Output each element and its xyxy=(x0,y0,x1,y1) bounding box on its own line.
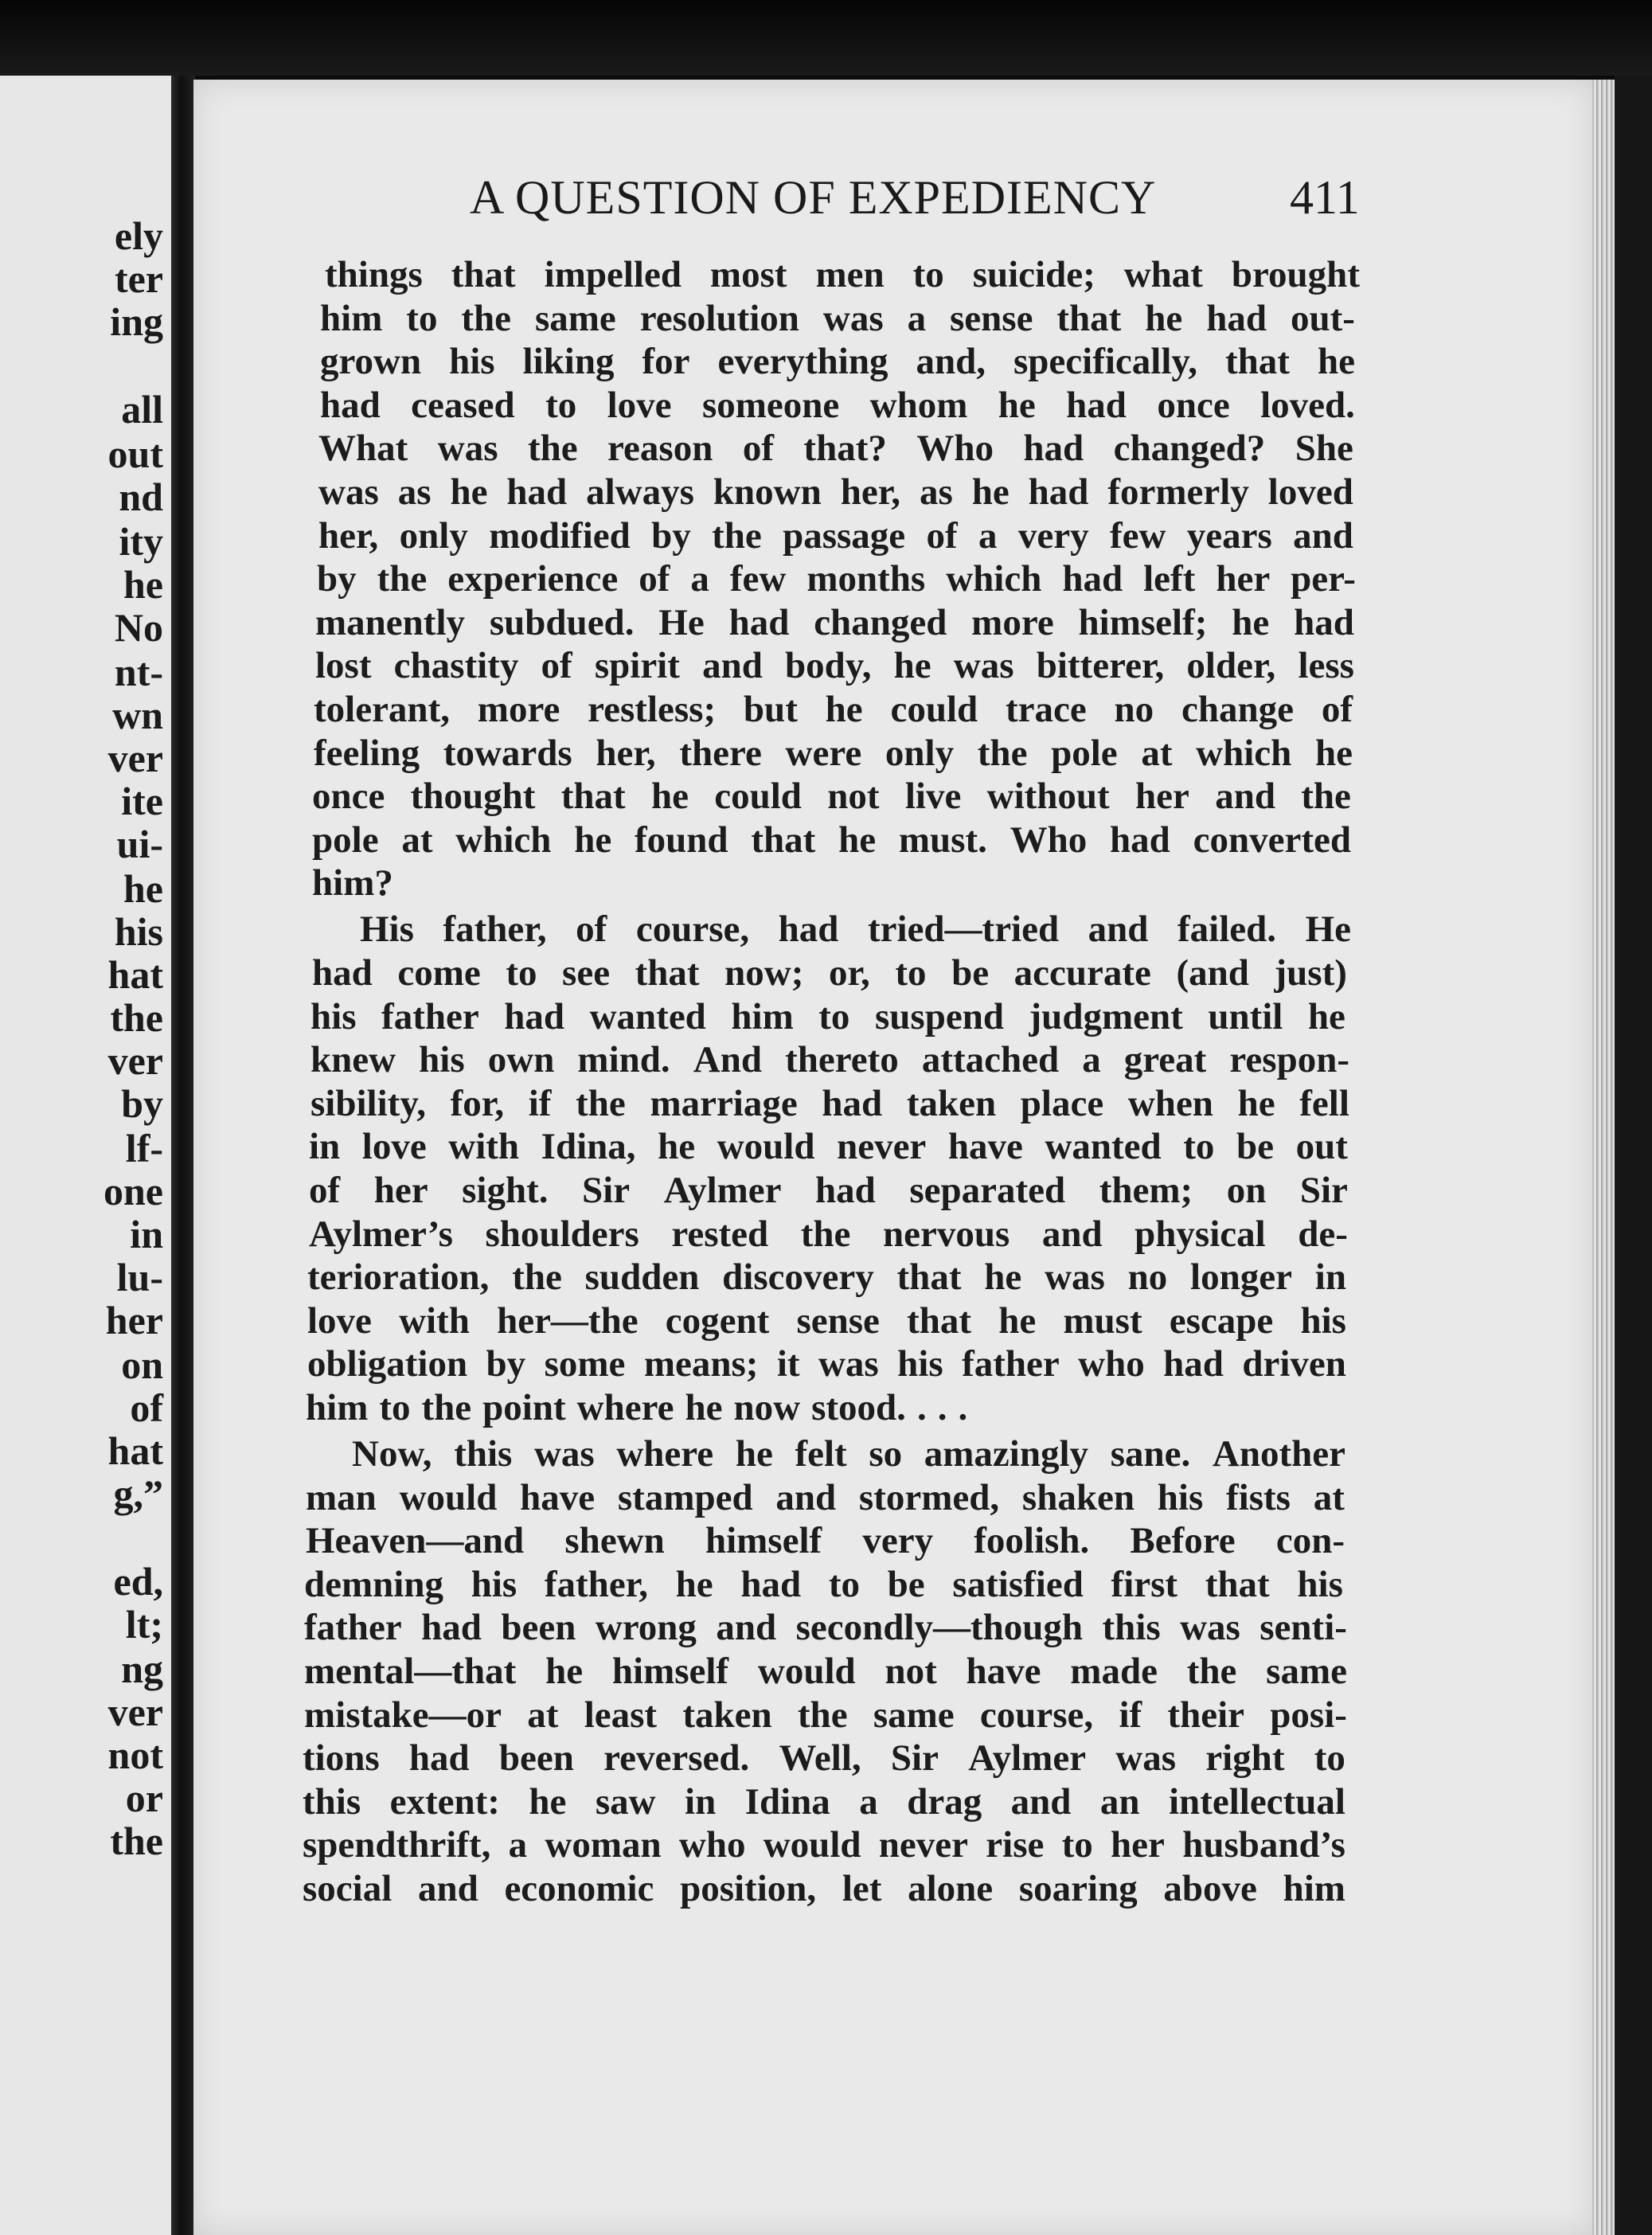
text-line: terioration, the sudden discovery that he was no longer in xyxy=(307,1256,1346,1299)
text-line: tolerant, more restless; but he could trace no change of xyxy=(314,689,1353,730)
book-page xyxy=(193,80,1595,2235)
text-line: social and economic position, let alone soaring above him xyxy=(303,1868,1345,1909)
left-facing-page xyxy=(0,76,171,2235)
top-binding-strip xyxy=(0,0,1652,76)
text-line: sibility, for, if the marriage had taken place when he fell xyxy=(310,1082,1349,1124)
text-line: manently subdued. He had changed more himself; he had xyxy=(315,601,1354,643)
left-page-fragment: ing xyxy=(110,299,163,344)
left-page-fragment: the xyxy=(110,1819,163,1863)
left-page-fragment: by xyxy=(121,1081,163,1126)
left-page-fragment: ed, xyxy=(113,1559,163,1604)
text-line: in love with Idina, he would never have wanted to be out xyxy=(309,1126,1348,1168)
text-line: His father, of course, had tried—tried and failed. He xyxy=(360,908,1351,951)
text-line: tions had been reversed. Well, Sir Aylmer was right to xyxy=(303,1737,1345,1780)
text-line: his father had wanted him to suspend judgment until he xyxy=(310,995,1345,1037)
page-number: 411 xyxy=(1290,171,1360,224)
left-page-fragment: lu- xyxy=(116,1255,163,1299)
text-line: knew his own mind. And thereto attached a great respon- xyxy=(310,1039,1349,1081)
text-line: What was the reason of that? Who had changed? She xyxy=(318,428,1353,470)
text-line: pole at which he found that he must. Who had converted xyxy=(312,819,1351,861)
left-page-fragment: lt; xyxy=(125,1602,163,1647)
left-page-fragment: g,” xyxy=(113,1471,163,1516)
left-page-fragment: not xyxy=(107,1733,163,1777)
right-binding-edge xyxy=(1615,76,1652,2235)
text-line: mental—that he himself would not have made the same xyxy=(304,1651,1347,1692)
left-page-fragment: one xyxy=(103,1169,163,1213)
text-line: Heaven—and shewn himself very foolish. Before con- xyxy=(306,1520,1345,1562)
text-line: demning his father, he had to be satisfied first that his xyxy=(304,1563,1343,1605)
text-line: him? xyxy=(312,862,393,905)
text-line: had come to see that now; or, to be accurate (and just) xyxy=(312,952,1347,994)
left-page-fragment: nd xyxy=(119,475,163,519)
text-line: Now, this was where he felt so amazingly sane. Another xyxy=(352,1433,1345,1475)
left-page-fragment: No xyxy=(114,605,163,650)
text-line: of her sight. Sir Aylmer had separated them; on Sir xyxy=(309,1170,1348,1211)
text-line: him to the same resolution was a sense that he had out- xyxy=(320,297,1355,339)
left-page-fragment: her xyxy=(105,1298,163,1342)
left-page-fragment: of xyxy=(130,1385,163,1430)
left-page-fragment: ng xyxy=(121,1647,163,1691)
text-line: feeling towards her, there were only the pole at which he xyxy=(314,732,1353,774)
left-page-fragment: nt- xyxy=(114,650,163,694)
left-page-fragment: or xyxy=(125,1776,163,1820)
left-page-fragment: hat xyxy=(107,952,163,997)
left-page-fragment: all xyxy=(121,387,163,432)
text-line: things that impelled most men to suicide; what brought xyxy=(325,254,1360,295)
left-page-fragment: ter xyxy=(114,256,163,301)
left-page-fragment: he xyxy=(123,866,163,911)
left-page-fragment: ver xyxy=(107,1690,163,1734)
left-page-fragment: ity xyxy=(119,519,163,564)
left-page-fragment: on xyxy=(121,1342,163,1387)
left-page-fragment: he xyxy=(123,562,163,607)
left-page-fragment: ver xyxy=(107,1038,163,1083)
left-page-fragment: in xyxy=(130,1212,163,1256)
text-line: grown his liking for everything and, specifically, that he xyxy=(320,341,1355,383)
left-page-fragment: out xyxy=(107,432,163,476)
left-page-fragment: ver xyxy=(107,736,163,780)
running-title: A QUESTION OF EXPEDIENCY xyxy=(470,171,1157,224)
left-page-fragment: ui- xyxy=(116,822,163,866)
left-page-fragment: wn xyxy=(112,693,163,737)
left-page-fragment: the xyxy=(110,995,163,1040)
text-line: Aylmer’s shoulders rested the nervous and physical de- xyxy=(309,1213,1348,1255)
text-line: by the experience of a few months which had left her per- xyxy=(317,558,1356,600)
left-page-fragment: his xyxy=(114,909,163,954)
text-line: love with her—the cogent sense that he must escape his xyxy=(307,1299,1346,1342)
left-page-fragment: hat xyxy=(107,1428,163,1473)
text-line: obligation by some means; it was his father who had driven xyxy=(307,1343,1346,1385)
left-page-fragment: ely xyxy=(114,213,163,258)
text-line: him to the point where he now stood. . . . xyxy=(306,1387,968,1428)
book-gutter xyxy=(171,76,195,2235)
text-line: her, only modified by the passage of a very few years and xyxy=(318,514,1353,557)
page-edge-stack xyxy=(1592,80,1615,2235)
left-page-fragment: ite xyxy=(121,779,163,823)
text-line: lost chastity of spirit and body, he was bitterer, older, less xyxy=(315,645,1354,687)
text-line: man would have stamped and stormed, shaken his fists at xyxy=(306,1476,1345,1518)
text-line: this extent: he saw in Idina a drag and an intellectual xyxy=(303,1780,1345,1823)
text-line: once thought that he could not live without her and the xyxy=(312,776,1351,818)
text-line: father had been wrong and secondly—though this was senti- xyxy=(304,1607,1347,1649)
left-page-fragment: lf- xyxy=(125,1126,163,1170)
text-line: had ceased to love someone whom he had once loved. xyxy=(320,384,1355,426)
text-line: was as he had always known her, as he had formerly loved xyxy=(318,471,1353,513)
text-line: spendthrift, a woman who would never rise to her husband’s xyxy=(303,1824,1345,1866)
text-line: mistake—or at least taken the same course, if their posi- xyxy=(304,1694,1347,1736)
